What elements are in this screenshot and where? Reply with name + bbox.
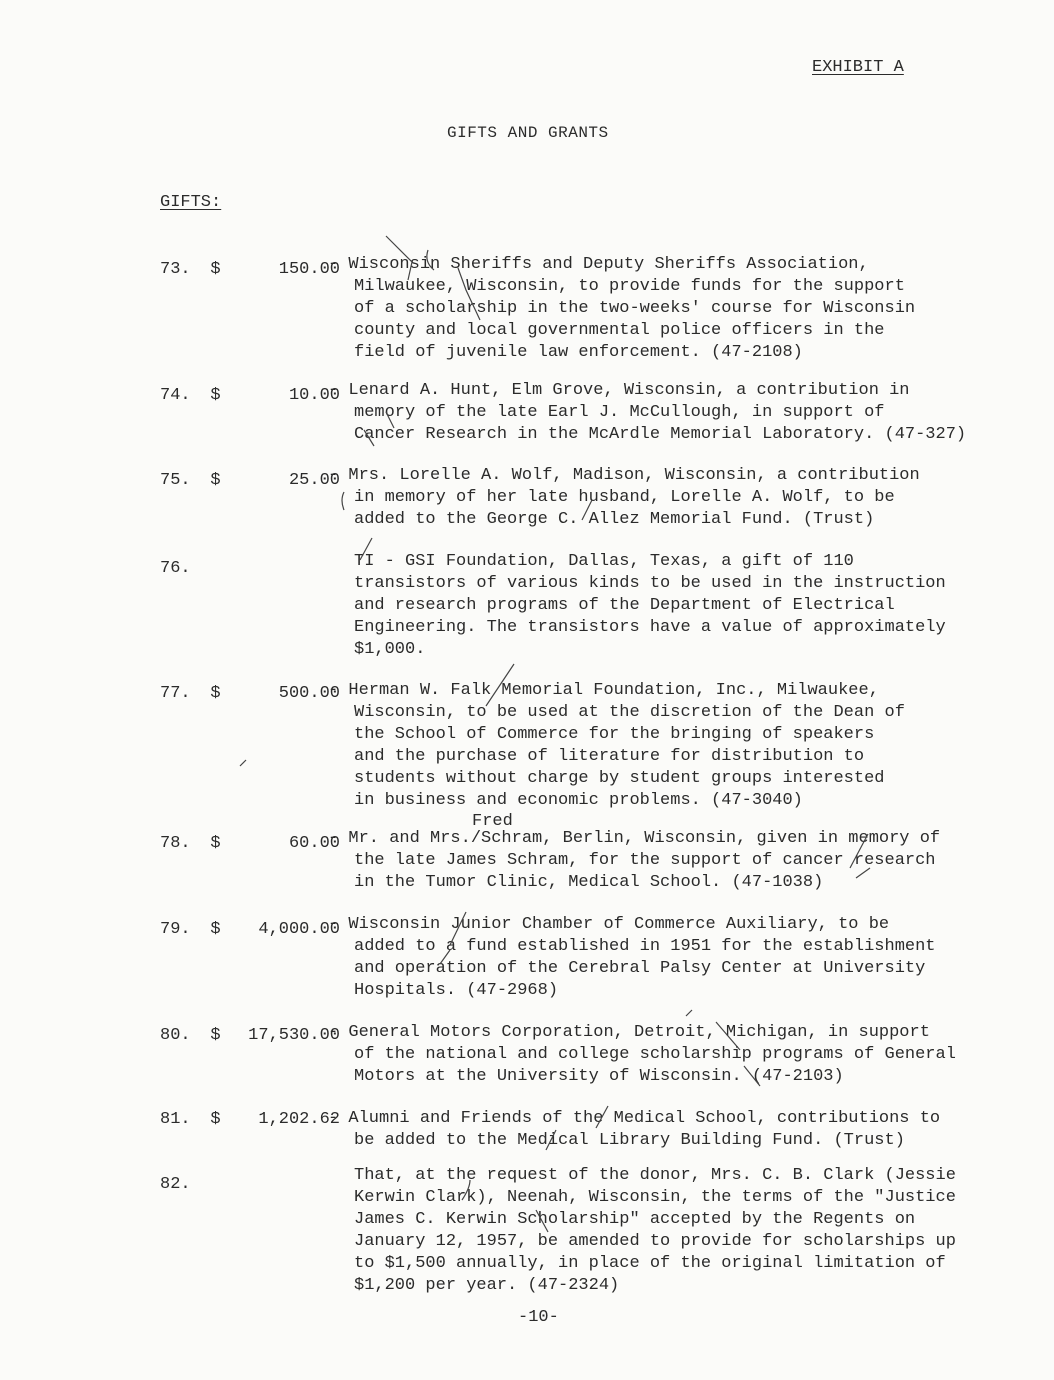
entry-amount: 500.00: [278, 684, 340, 703]
handwritten-insertion: Fred: [472, 812, 513, 831]
entry-line: Motors at the University of Wisconsin. (47-2103): [354, 1067, 844, 1086]
entry-number: 78. $: [160, 834, 221, 853]
entry-line: - Mr. and Mrs./Schram, Berlin, Wisconsin, given in memory of: [328, 829, 941, 848]
tick-mark: [686, 1010, 692, 1016]
entry-description: [354, 402, 994, 446]
entry-line: the late James Schram, for the support of cancer research: [354, 851, 936, 870]
entry-number: 75. $: [160, 471, 221, 490]
entry-description: [354, 936, 994, 1002]
entry-line: county and local governmental police officers in the: [354, 321, 885, 340]
entry-line: - Lenard A. Hunt, Elm Grove, Wisconsin, a contribution in: [328, 381, 910, 400]
entry-amount: 25.00: [288, 471, 340, 490]
entry-number: 81. $: [160, 1110, 221, 1129]
page-number: -10-: [518, 1308, 559, 1327]
entry-line: James C. Kerwin Scholarship" accepted by the Regents on: [354, 1210, 916, 1229]
entry-line: - Alumni and Friends of the Medical School, contributions to: [328, 1109, 941, 1128]
page-title: GIFTS AND GRANTS: [447, 124, 609, 142]
currency-symbol: $: [210, 386, 221, 405]
entry-description: [354, 1130, 994, 1152]
entry-line: in business and economic problems. (47-3040): [354, 791, 803, 810]
entry-line: - Herman W. Falk Memorial Foundation, Inc., Milwaukee,: [328, 681, 879, 700]
entry-line: be added to the Medical Library Building Fund. (Trust): [354, 1131, 905, 1150]
entry-amount: 10.00: [288, 386, 340, 405]
entry-description: [354, 850, 994, 894]
entry-amount: 150.00: [278, 260, 340, 279]
entry-line: added to a fund established in 1951 for the establishment: [354, 937, 936, 956]
currency-symbol: $: [210, 1026, 221, 1045]
entry-line: - General Motors Corporation, Detroit, Michigan, in support: [328, 1023, 930, 1042]
tick-mark: [240, 760, 246, 766]
currency-symbol: $: [210, 260, 221, 279]
tick-mark: [342, 492, 344, 510]
entry-line: January 12, 1957, be amended to provide for scholarships up: [354, 1232, 956, 1251]
entry-line: That, at the request of the donor, Mrs. C. B. Clark (Jessie: [354, 1166, 956, 1185]
entry-line: Wisconsin, to be used at the discretion of the Dean of: [354, 703, 905, 722]
entry-number: 79. $: [160, 920, 221, 939]
entry-description: [354, 551, 994, 661]
entry-number: 77. $: [160, 684, 221, 703]
entry-line: $1,000.: [354, 640, 426, 659]
currency-symbol: $: [210, 834, 221, 853]
entry-line: the School of Commerce for the bringing of speakers: [354, 725, 875, 744]
entry-line: in memory of her late husband, Lorelle A. Wolf, to be: [354, 488, 895, 507]
currency-symbol: $: [210, 471, 221, 490]
entry-amount: 1,202.62: [258, 1110, 340, 1129]
entry-line: field of juvenile law enforcement. (47-2108): [354, 343, 803, 362]
currency-symbol: $: [210, 684, 221, 703]
entry-line: and the purchase of literature for distribution to: [354, 747, 865, 766]
entry-amount: 17,530.00: [248, 1026, 340, 1045]
entry-amount: 60.00: [288, 834, 340, 853]
entry-number: 73. $: [160, 260, 221, 279]
entry-line: - Wisconsin Sheriffs and Deputy Sheriffs Association,: [328, 255, 869, 274]
entry-line: - Mrs. Lorelle A. Wolf, Madison, Wisconsin, a contribution: [328, 466, 920, 485]
entry-line: transistors of various kinds to be used in the instruction: [354, 574, 946, 593]
entry-line: and operation of the Cerebral Palsy Center at University: [354, 959, 926, 978]
entry-number: 76.: [160, 559, 191, 578]
entry-line: students without charge by student groups interested: [354, 769, 885, 788]
entry-line: Kerwin Clark), Neenah, Wisconsin, the terms of the "Justice: [354, 1188, 956, 1207]
entry-description: [354, 702, 994, 812]
currency-symbol: $: [210, 1110, 221, 1129]
entry-line: added to the George C. Allez Memorial Fund. (Trust): [354, 510, 875, 529]
entry-line: $1,200 per year. (47-2324): [354, 1276, 620, 1295]
entry-description: [354, 276, 994, 364]
entry-amount: 4,000.00: [258, 920, 340, 939]
currency-symbol: $: [210, 920, 221, 939]
entry-line: of the national and college scholarship programs of General: [354, 1045, 956, 1064]
entry-line: Milwaukee, Wisconsin, to provide funds for the support: [354, 277, 905, 296]
entry-description: [354, 1165, 994, 1297]
entry-line: in the Tumor Clinic, Medical School. (47-1038): [354, 873, 824, 892]
entry-line: memory of the late Earl J. McCullough, in support of: [354, 403, 885, 422]
section-heading: GIFTS:: [160, 193, 222, 212]
entry-line: Cancer Research in the McArdle Memorial Laboratory. (47-327): [354, 425, 967, 444]
entry-line: Engineering. The transistors have a value of approximately: [354, 618, 946, 637]
entry-line: of a scholarship in the two-weeks' course for Wisconsin: [354, 299, 916, 318]
entry-description: [354, 487, 994, 531]
entry-line: Hospitals. (47-2968): [354, 981, 559, 1000]
entry-number: 80. $: [160, 1026, 221, 1045]
entry-line: TI - GSI Foundation, Dallas, Texas, a gift of 110: [354, 552, 854, 571]
entry-line: - Wisconsin Junior Chamber of Commerce Auxiliary, to be: [328, 915, 890, 934]
entry-number: 74. $: [160, 386, 221, 405]
entry-description: [354, 1044, 994, 1088]
entry-number: 82.: [160, 1175, 191, 1194]
entry-line: and research programs of the Department of Electrical: [354, 596, 895, 615]
entry-line: to $1,500 annually, in place of the original limitation of: [354, 1254, 946, 1273]
exhibit-label: EXHIBIT A: [812, 58, 904, 77]
